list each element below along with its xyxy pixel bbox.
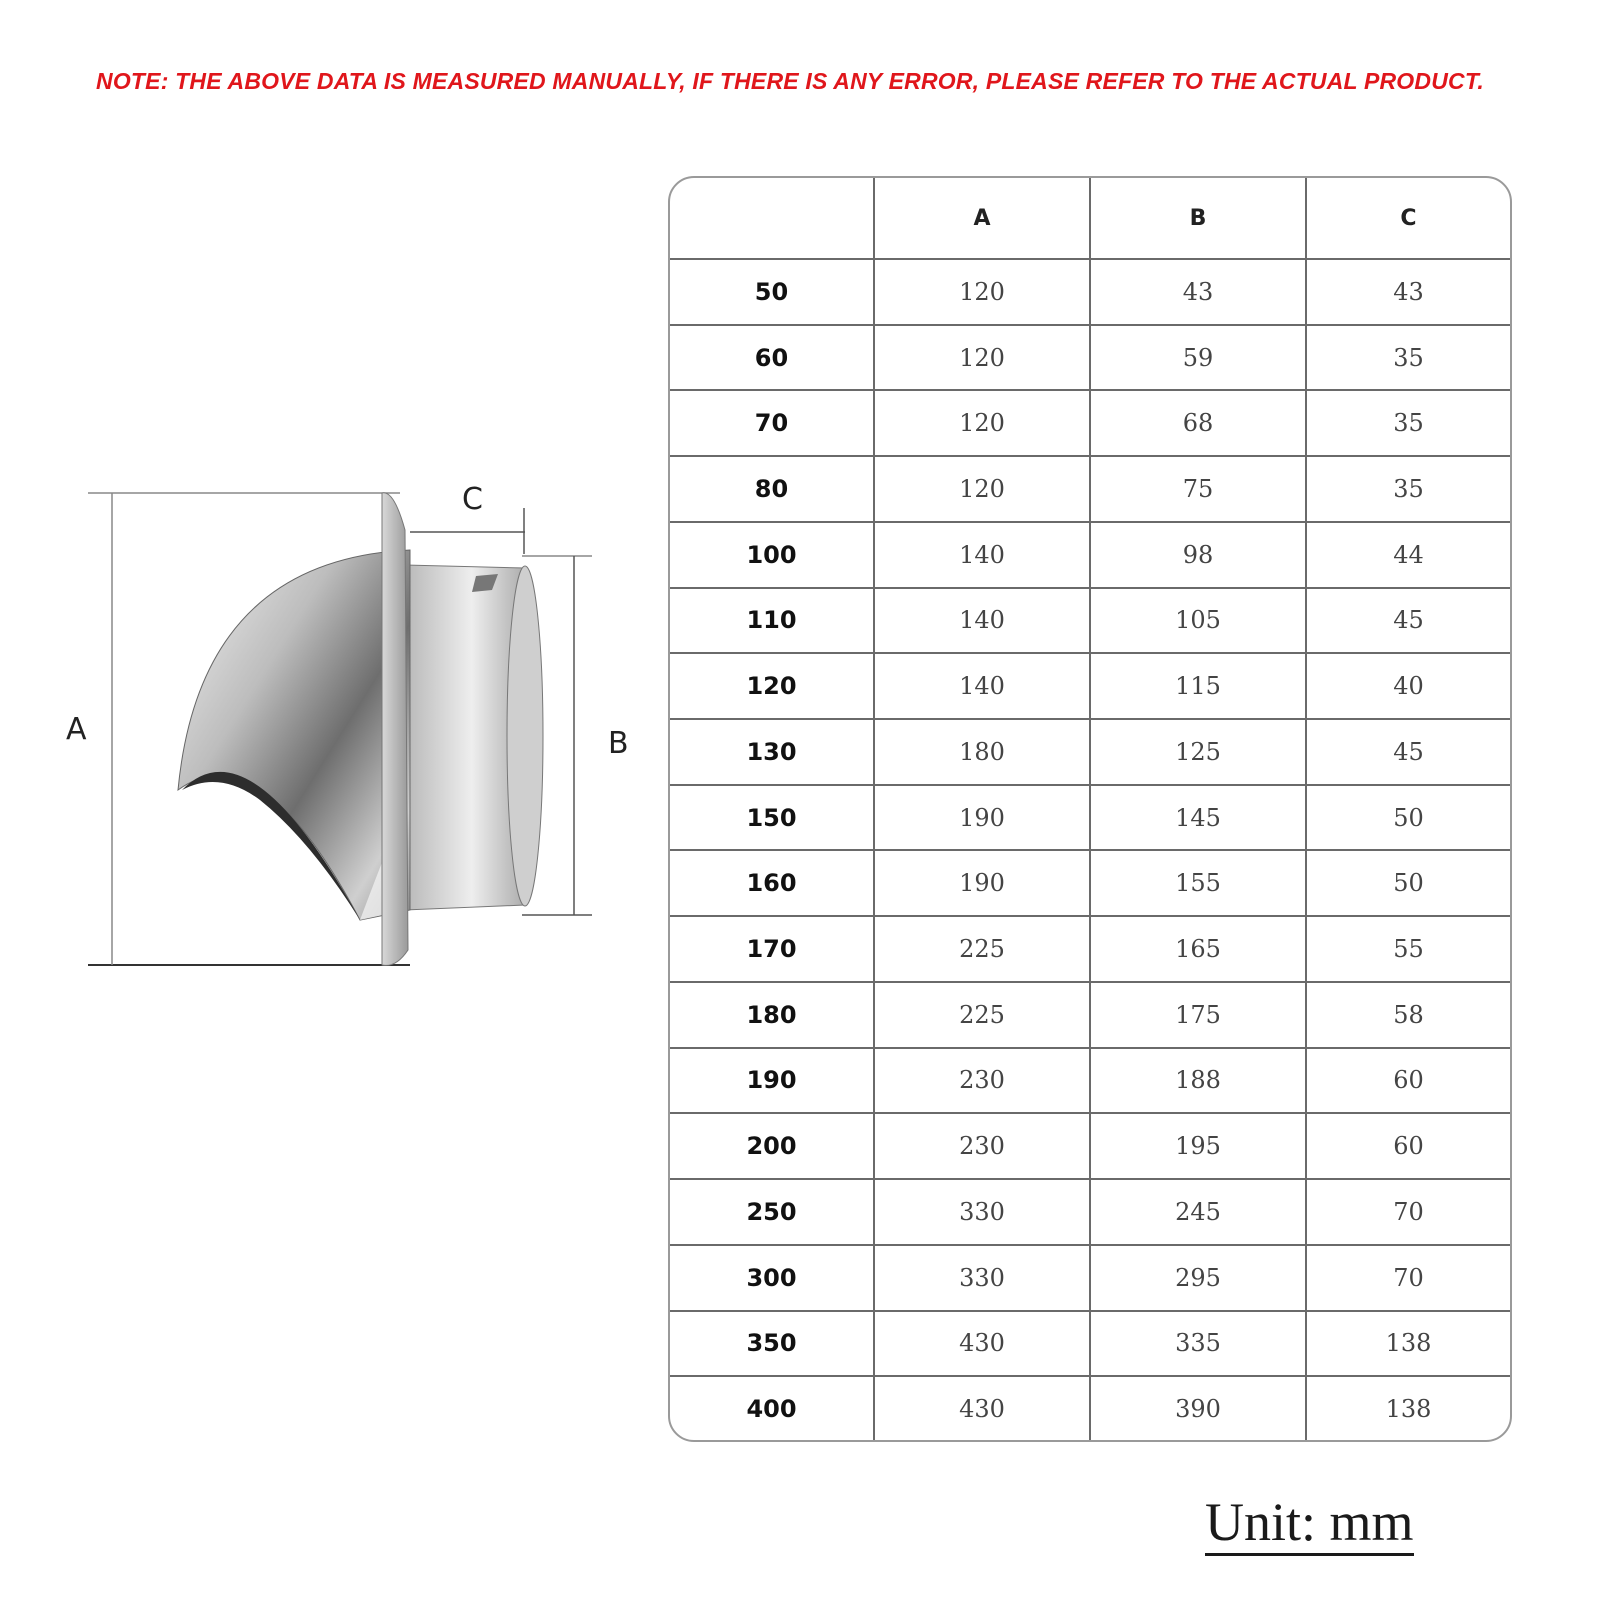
cell-b: 115 bbox=[1090, 653, 1306, 719]
table-row bbox=[670, 390, 1510, 456]
vent-cap-illustration bbox=[60, 490, 640, 1010]
cell-b: 105 bbox=[1090, 588, 1306, 654]
table-row bbox=[670, 1048, 1510, 1114]
table-row bbox=[670, 259, 1510, 325]
cell-a: 120 bbox=[874, 325, 1090, 391]
table-row bbox=[670, 1113, 1510, 1179]
cell-c: 70 bbox=[1306, 1245, 1510, 1311]
cell-size: 150 bbox=[670, 785, 874, 851]
cell-c: 40 bbox=[1306, 653, 1510, 719]
cell-b: 245 bbox=[1090, 1179, 1306, 1245]
cell-size: 60 bbox=[670, 325, 874, 391]
cell-a: 120 bbox=[874, 390, 1090, 456]
cell-size: 180 bbox=[670, 982, 874, 1048]
cell-c: 55 bbox=[1306, 916, 1510, 982]
table-row bbox=[670, 522, 1510, 588]
label-b: B bbox=[608, 726, 629, 761]
cell-b: 335 bbox=[1090, 1311, 1306, 1377]
table-row bbox=[670, 456, 1510, 522]
cell-b: 295 bbox=[1090, 1245, 1306, 1311]
table-row bbox=[670, 325, 1510, 391]
cell-size: 120 bbox=[670, 653, 874, 719]
table-row bbox=[670, 982, 1510, 1048]
cell-b: 155 bbox=[1090, 850, 1306, 916]
cell-a: 230 bbox=[874, 1048, 1090, 1114]
table-row bbox=[670, 1179, 1510, 1245]
cell-size: 190 bbox=[670, 1048, 874, 1114]
cell-size: 200 bbox=[670, 1113, 874, 1179]
table-row bbox=[670, 1245, 1510, 1311]
cell-a: 140 bbox=[874, 522, 1090, 588]
cell-c: 60 bbox=[1306, 1113, 1510, 1179]
cell-a: 180 bbox=[874, 719, 1090, 785]
cell-c: 70 bbox=[1306, 1179, 1510, 1245]
cell-c: 60 bbox=[1306, 1048, 1510, 1114]
cell-a: 120 bbox=[874, 259, 1090, 325]
cell-a: 225 bbox=[874, 982, 1090, 1048]
cell-c: 50 bbox=[1306, 785, 1510, 851]
table-row bbox=[670, 1376, 1510, 1440]
cell-c: 45 bbox=[1306, 588, 1510, 654]
table-body bbox=[670, 259, 1510, 1440]
cell-b: 195 bbox=[1090, 1113, 1306, 1179]
table-row bbox=[670, 719, 1510, 785]
cell-a: 140 bbox=[874, 653, 1090, 719]
cell-a: 230 bbox=[874, 1113, 1090, 1179]
unit-label: Unit: mm bbox=[1205, 1495, 1414, 1556]
cell-c: 58 bbox=[1306, 982, 1510, 1048]
cell-b: 125 bbox=[1090, 719, 1306, 785]
cell-a: 225 bbox=[874, 916, 1090, 982]
header-c: C bbox=[1306, 178, 1510, 259]
cell-b: 145 bbox=[1090, 785, 1306, 851]
cell-size: 350 bbox=[670, 1311, 874, 1377]
header-size bbox=[670, 178, 874, 259]
cell-a: 120 bbox=[874, 456, 1090, 522]
cell-c: 138 bbox=[1306, 1311, 1510, 1377]
cell-c: 35 bbox=[1306, 390, 1510, 456]
cell-size: 70 bbox=[670, 390, 874, 456]
disclaimer-note: NOTE: THE ABOVE DATA IS MEASURED MANUALLY, IF THERE IS ANY ERROR, PLEASE REFER TO THE ACTUAL PRODUCT. bbox=[96, 68, 1484, 94]
cell-size: 130 bbox=[670, 719, 874, 785]
label-c: C bbox=[462, 482, 483, 517]
cell-c: 44 bbox=[1306, 522, 1510, 588]
table-header-row bbox=[670, 178, 1510, 259]
cell-b: 98 bbox=[1090, 522, 1306, 588]
cell-c: 43 bbox=[1306, 259, 1510, 325]
cell-b: 175 bbox=[1090, 982, 1306, 1048]
cell-c: 138 bbox=[1306, 1376, 1510, 1440]
cell-b: 390 bbox=[1090, 1376, 1306, 1440]
cell-size: 80 bbox=[670, 456, 874, 522]
cell-c: 35 bbox=[1306, 325, 1510, 391]
dimension-table bbox=[670, 178, 1510, 1440]
header-a: A bbox=[874, 178, 1090, 259]
cell-size: 50 bbox=[670, 259, 874, 325]
cell-size: 110 bbox=[670, 588, 874, 654]
cell-a: 140 bbox=[874, 588, 1090, 654]
cell-size: 300 bbox=[670, 1245, 874, 1311]
size-table bbox=[668, 176, 1512, 1442]
cell-size: 250 bbox=[670, 1179, 874, 1245]
cell-a: 190 bbox=[874, 785, 1090, 851]
cell-a: 330 bbox=[874, 1245, 1090, 1311]
cell-b: 68 bbox=[1090, 390, 1306, 456]
table-row bbox=[670, 850, 1510, 916]
table-row bbox=[670, 588, 1510, 654]
table-row bbox=[670, 916, 1510, 982]
cell-c: 35 bbox=[1306, 456, 1510, 522]
cell-c: 45 bbox=[1306, 719, 1510, 785]
table-row bbox=[670, 785, 1510, 851]
cell-size: 400 bbox=[746, 1394, 797, 1423]
cell-size: 160 bbox=[670, 850, 874, 916]
cell-size: 100 bbox=[670, 522, 874, 588]
cell-a: 330 bbox=[874, 1179, 1090, 1245]
cell-a: 430 bbox=[874, 1376, 1090, 1440]
cell-b: 75 bbox=[1090, 456, 1306, 522]
vent-cap-dimension-diagram bbox=[60, 482, 640, 1010]
header-b: B bbox=[1090, 178, 1306, 259]
cell-b: 165 bbox=[1090, 916, 1306, 982]
table-row bbox=[670, 653, 1510, 719]
cell-size: 170 bbox=[670, 916, 874, 982]
cell-b: 59 bbox=[1090, 325, 1306, 391]
cell-a: 430 bbox=[874, 1311, 1090, 1377]
table-row bbox=[670, 1311, 1510, 1377]
cell-a: 190 bbox=[874, 850, 1090, 916]
cell-b: 188 bbox=[1090, 1048, 1306, 1114]
cell-c: 50 bbox=[1306, 850, 1510, 916]
label-a: A bbox=[66, 712, 87, 747]
cell-b: 43 bbox=[1090, 259, 1306, 325]
